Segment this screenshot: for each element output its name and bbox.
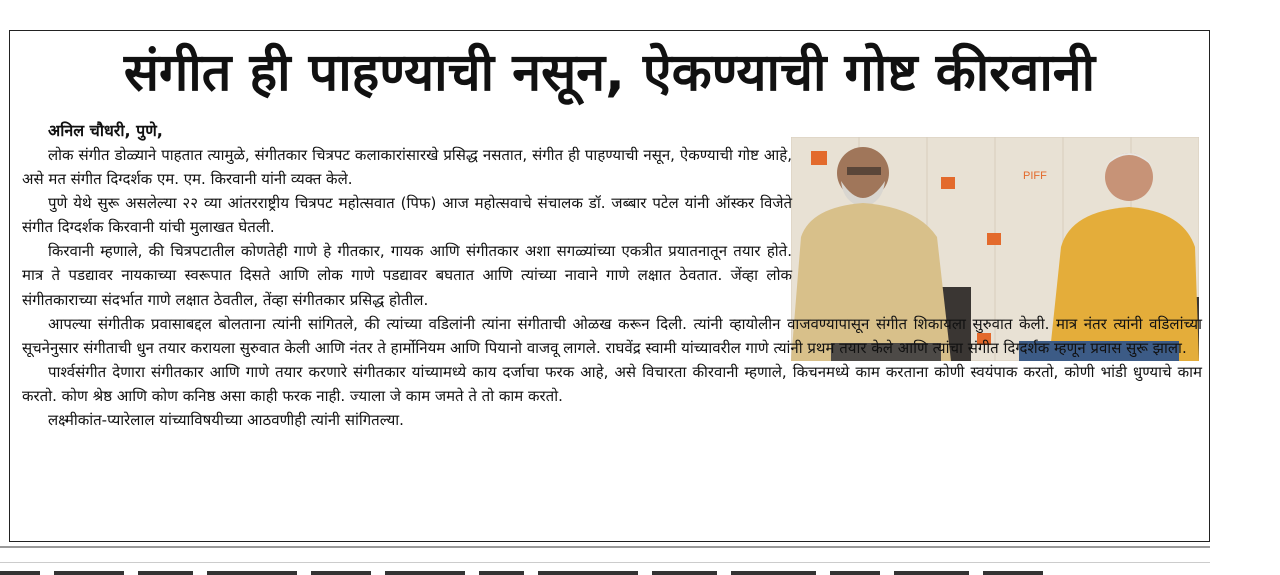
paragraph-6: लक्ष्मीकांत-प्यारेलाल यांच्याविषयीच्या आठवणीही त्यांनी सांगितल्या. <box>48 411 404 430</box>
headline: संगीत ही पाहण्याची नसून, ऐकण्याची गोष्ट कीरवानी <box>123 43 1096 103</box>
paragraph-1: लोक संगीत डोळ्याने पाहतात त्यामुळे, संगीतकार चित्रपट कलाकारांसारखे प्रसिद्ध नसतात, संगीत ही पाहण्याची नसून, ऐकण्याची गोष्ट आहे, असे मत संगीत दिग्दर्शक एम. एम. किरवानी यांनी व्यक्त केले. <box>22 146 792 189</box>
piff-label: PIFF <box>1023 170 1047 182</box>
byline: अनिल चौधरी, पुणे, <box>48 121 163 140</box>
paragraph-3: किरवानी म्हणाले, की चित्रपटातील कोणतेही गाणे हे गीतकार, गायक आणि संगीतकार अशा सगळ्यांच्या एकत्रीत प्रयातनातून तयार होते. मात्र ते पडद्यावर नायकाच्या स्वरूपात दिसते आणि लोक गाणे पडद्यावर बघतात आणि त्यांच्या नावाने गाणे लक्षात ठेवतात. जेंव्हा लोक संगीतकाराच्या संदर्भात गाणे लक्षात ठेवतील, तेंव्हा संगीतकार प्रसिद्ध होतील. <box>22 242 792 309</box>
page-divider <box>0 546 1210 548</box>
paragraph-5: पार्श्वसंगीत देणारा संगीतकार आणि गाणे तयार करणारे संगीतकार यांच्यामध्ये काय दर्जाचा फरक आहे, असे विचारता कीरवानी म्हणाले, किचनमध्ये काम करताना कोणी स्वयंपाक करतो, कोणी भांडी धुण्याचे काम करतो. कोण श्रेष्ठ आणि कोण कनिष्ठ असा काही फरक नाही. ज्याला जे काम जमते ते तो काम करतो. <box>22 362 1202 405</box>
article-frame <box>9 30 1210 542</box>
next-article-clipped <box>0 562 1210 575</box>
paragraph-2: पुणे येथे सुरू असलेल्या २२ व्या आंतरराष्ट्रीय चित्रपट महोत्सवात (पिफ) आज महोत्सवाचे संचालक डॉ. जब्बार पटेल यांनी ऑस्कर विजेते संगीत दिग्दर्शक किरवानी यांची मुलाखत घेतली. <box>22 194 792 237</box>
paragraph-4: आपल्या संगीतीक प्रवासाबद्दल बोलताना त्यांनी सांगितले, की त्यांच्या वडिलांनी त्यांना संगीताची ओळख करून दिली. त्यांनी व्हायोलीन वाजवण्यापासून संगीत शिकायला सुरुवात केली. मात्र नंतर त्यांनी वडिलांच्या सूचनेनुसार संगीताची धुन तयार करायला सुरुवात केली आणि नंतर ते हार्मोनियम आणि पियानो वाजवू लागले. राघवेंद्र स्वामी यांच्यावरील गाणे त्यांनी प्रथम तयार केले आणि त्यांचा संगीत दिग्दर्शक म्हणून प्रवास सुरू झाला. <box>22 314 1202 357</box>
article-body <box>22 143 1202 432</box>
